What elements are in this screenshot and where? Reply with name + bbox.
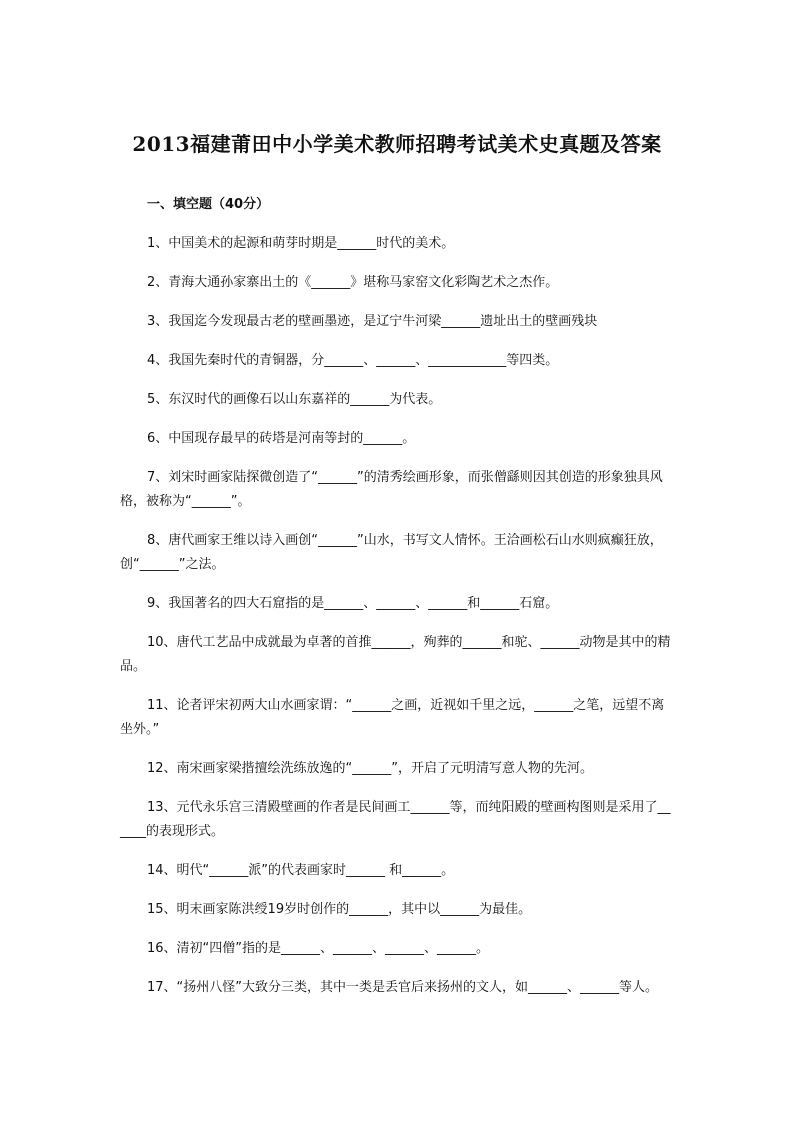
question-item: 12、南宋画家梁揩擅绘洗练放逸的“______”，开启了元明清写意人物的先河。 (147, 761, 594, 776)
question-list (120, 232, 676, 1015)
question-item: 7、刘宋时画家陆探微创造了“______”的清秀绘画形象，而张僧繇则因其创造的形象独具风格，被称为“______”。 (120, 470, 663, 509)
question-item: 2、青海大通孙家寨出土的《______》堪称马家窑文化彩陶艺术之杰作。 (147, 275, 559, 290)
question-item: 5、东汉时代的画像石以山东嘉祥的______为代表。 (147, 392, 442, 407)
section-heading: 一、填空题（40分） (147, 197, 270, 212)
document-title: 2013福建莆田中小学美术教师招聘考试美术史真题及答案 (132, 132, 662, 156)
question-item: 17、“扬州八怪”大致分三类，其中一类是丢官后来扬州的文人，如______、______等人。 (147, 980, 659, 995)
question-item: 6、中国现存最早的砖塔是河南等封的______。 (147, 431, 416, 446)
question-item: 16、清初“四僧”指的是______、______、______、______。 (147, 941, 490, 956)
question-item: 9、我国著名的四大石窟指的是______、______、______和______石窟。 (147, 596, 559, 611)
question-item: 3、我国迄今发现最古老的壁画墨迹，是辽宁牛河梁______遗址出土的壁画残块 (147, 314, 598, 329)
question-item: 4、我国先秦时代的青铜器，分______、______、____________等四类。 (147, 353, 559, 368)
question-item: 1、中国美术的起源和萌芽时期是______时代的美术。 (147, 236, 455, 251)
question-item: 13、元代永乐宫三清殿壁画的作者是民间画工______等，而纯阳殿的壁画构图则是采用了______的表现形式。 (120, 800, 671, 839)
question-item: 15、明末画家陈洪绶19岁时创作的______，其中以______为最佳。 (147, 902, 532, 917)
question-item: 11、论者评宋初两大山水画家谓：“______之画，近视如千里之远，______之笔，远望不离坐外。” (120, 698, 665, 737)
question-item: 14、明代“______派”的代表画家时______ 和______。 (147, 863, 455, 878)
question-item: 8、唐代画家王维以诗入画创“______”山水，书写文人情怀。王洽画松石山水则疯癫狂放，创“______”之法。 (120, 533, 663, 572)
question-item: 10、唐代工艺品中成就最为卓著的首推______，殉葬的______和驼、______动物是其中的精品。 (120, 635, 671, 674)
